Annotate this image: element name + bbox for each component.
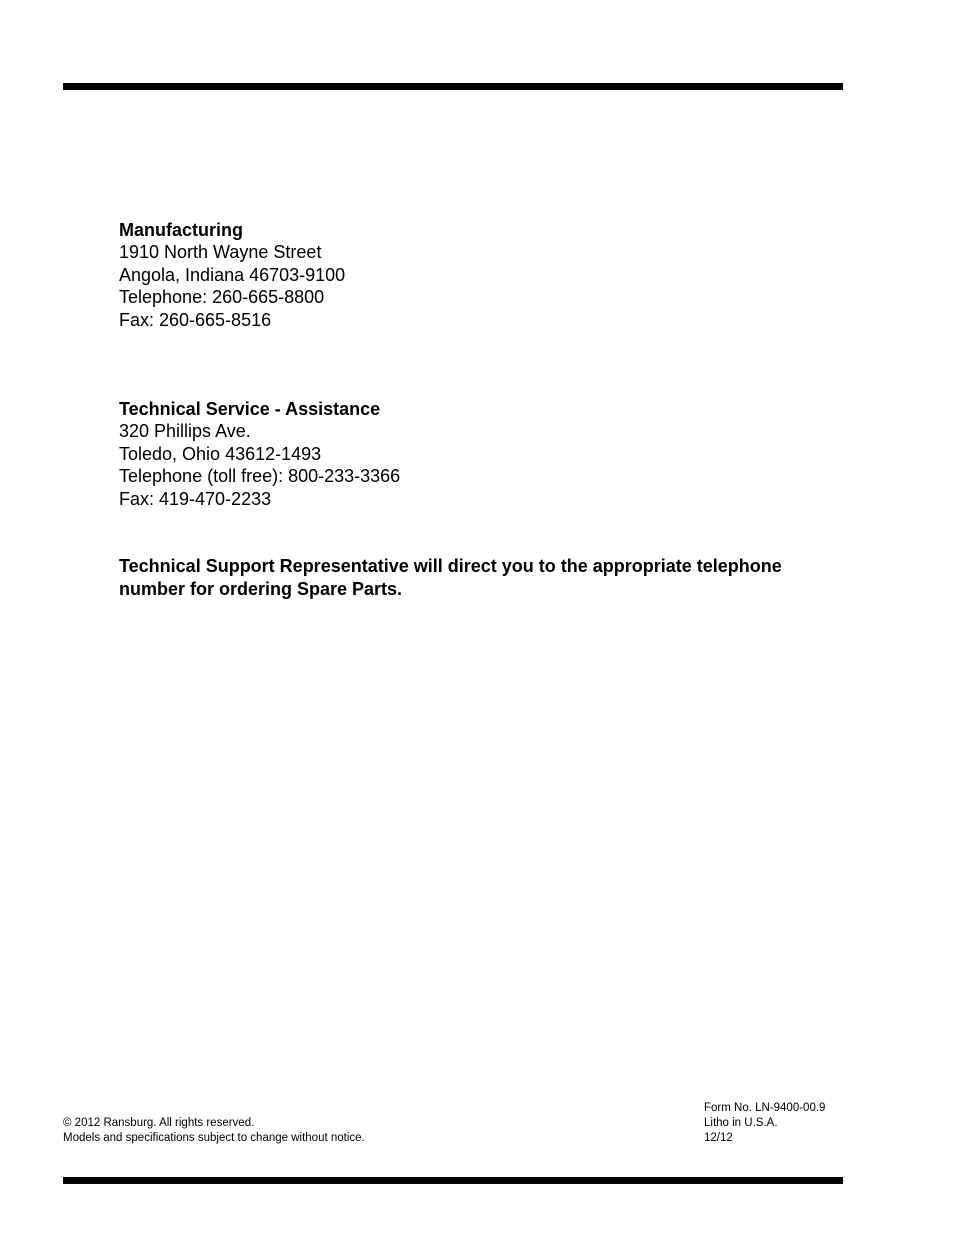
notice-text: Models and specifications subject to change without notice. bbox=[63, 1132, 365, 1144]
footer-legal bbox=[63, 1116, 365, 1146]
form-date: 12/12 bbox=[704, 1132, 733, 1144]
manufacturing-city: Angola, Indiana 46703-9100 bbox=[119, 264, 346, 285]
technical-service-street: 320 Phillips Ave. bbox=[119, 421, 251, 442]
manufacturing-street: 1910 North Wayne Street bbox=[119, 242, 322, 263]
technical-service-address bbox=[119, 398, 400, 510]
support-note: Technical Support Representative will direct you to the appropriate telephone number for ordering Spare Parts. bbox=[119, 556, 782, 599]
copyright-text: © 2012 Ransburg. All rights reserved. bbox=[63, 1117, 255, 1129]
top-rule bbox=[63, 83, 843, 90]
footer-form-info bbox=[704, 1101, 825, 1146]
litho-text: Litho in U.S.A. bbox=[704, 1117, 778, 1129]
technical-service-city: Toledo, Ohio 43612-1493 bbox=[119, 443, 322, 464]
manufacturing-address bbox=[119, 219, 345, 331]
technical-service-fax: Fax: 419-470-2233 bbox=[119, 488, 272, 509]
manufacturing-telephone: Telephone: 260-665-8800 bbox=[119, 287, 325, 308]
technical-service-heading: Technical Service - Assistance bbox=[119, 399, 381, 419]
manufacturing-fax: Fax: 260-665-8516 bbox=[119, 309, 272, 330]
form-number: Form No. LN-9400-00.9 bbox=[704, 1102, 826, 1114]
technical-service-telephone: Telephone (toll free): 800-233-3366 bbox=[119, 466, 401, 487]
manufacturing-heading: Manufacturing bbox=[119, 220, 243, 240]
bottom-rule bbox=[63, 1177, 843, 1184]
